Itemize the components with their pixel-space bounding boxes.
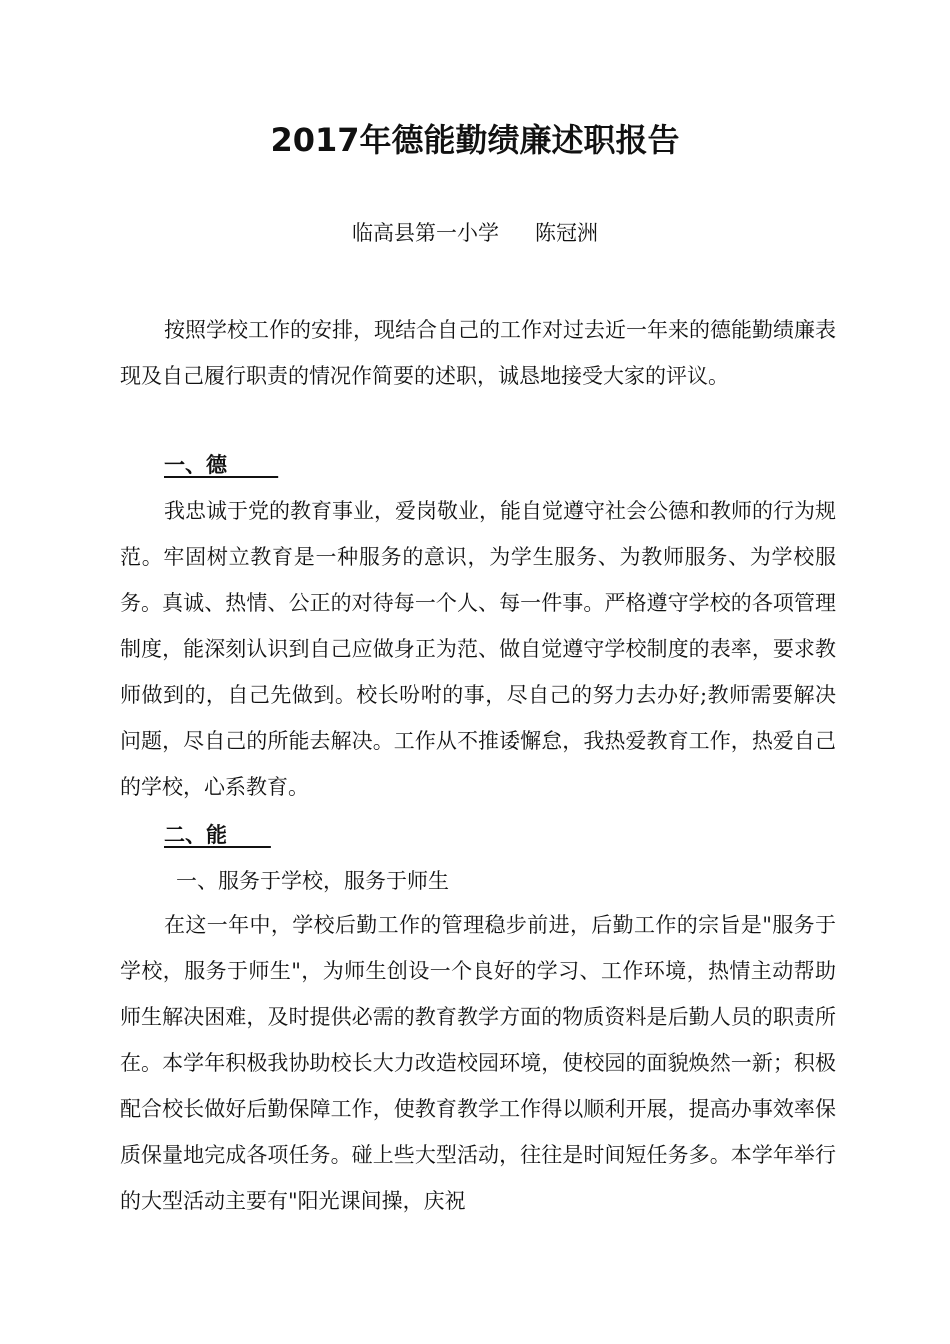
section-body-de: 我忠诚于党的教育事业，爱岗敬业，能自觉遵守社会公德和教师的行为规范。牢固树立教育是一种服务的意识，为学生服务、为教师服务、为学校服务。真诚、热情、公正的对待每一个人、每一件事。严格遵守学校的各项管理制度，能深刻认识到自己应做身正为范、做自觉遵守学校制度的表率，要求教师做到的，自己先做到。校长吩咐的事，尽自己的努力去办好;教师需要解决问题，尽自己的所能去解决。工作从不推诿懈怠，我热爱教育工作，热爱自己的学校，心系教育。 — [120, 499, 836, 799]
section-body-neng: 在这一年中，学校后勤工作的管理稳步前进，后勤工作的宗旨是"服务于学校，服务于师生"，为师生创设一个良好的学习、工作环境，热情主动帮助师生解决困难，及时提供必需的教育教学方面的物质资料是后勤人员的职责所在。本学年积极我协助校长大力改造校园环境，使校园的面貌焕然一新；积极配合校长做好后勤保障工作，使教育教学工作得以顺利开展，提高办事效率保质保量地完成各项任务。碰上些大型活动，往往是时间短任务多。本学年举行的大型活动主要有"阳光课间操，庆祝 — [120, 913, 836, 1213]
intro-paragraph: 按照学校工作的安排，现结合自己的工作对过去近一年来的德能勤绩廉表现及自己履行职责的情况作简要的述职，诚恳地接受大家的评议。 — [120, 318, 836, 388]
school-name: 临高县第一小学 — [352, 221, 499, 245]
byline — [0, 218, 950, 248]
document-title: 2017年德能勤绩廉述职报告 — [270, 121, 680, 159]
subsection-heading: 一、服务于学校，服务于师生 — [176, 869, 449, 893]
section-heading-neng: 二、能 — [164, 822, 227, 847]
author-name: 陈冠洲 — [535, 221, 598, 245]
section-heading-de: 一、德 — [164, 452, 227, 477]
